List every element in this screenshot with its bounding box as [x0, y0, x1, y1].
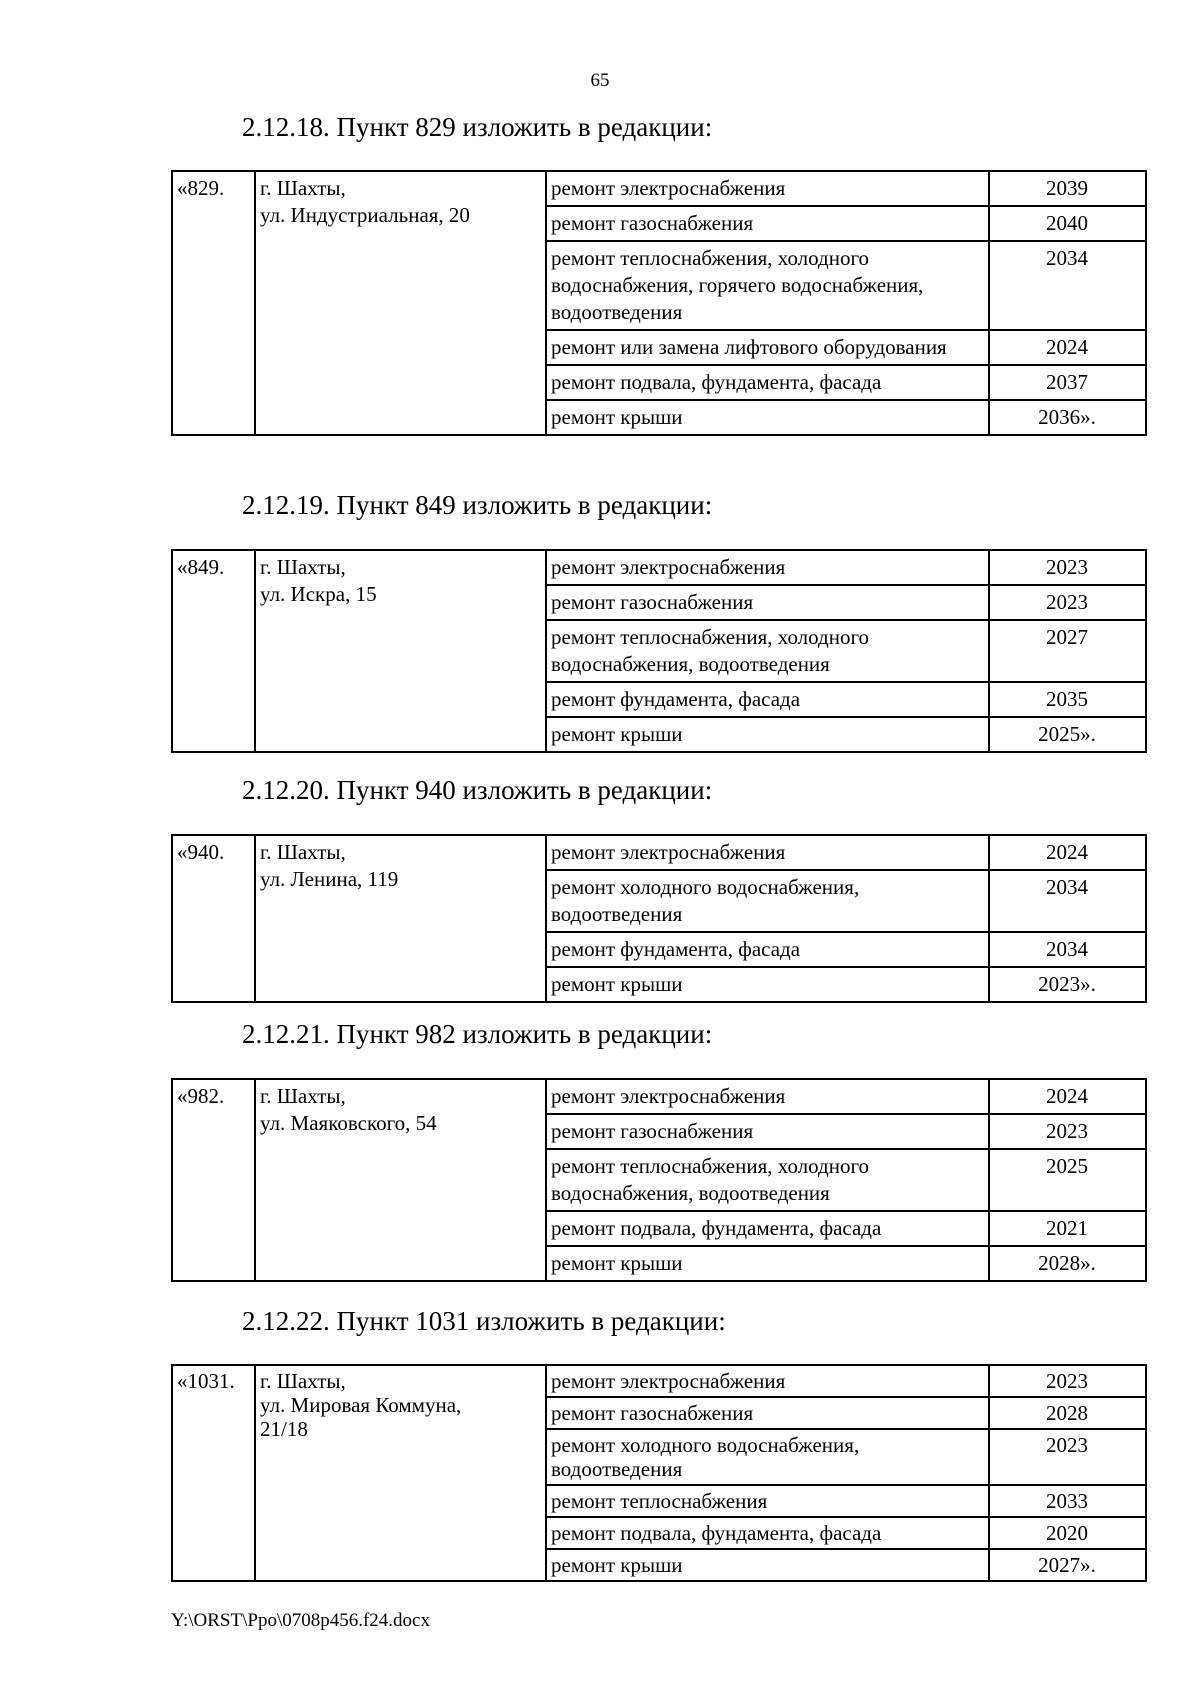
item-table: [171, 1078, 1147, 1282]
work-type: ремонт электроснабжения: [546, 550, 989, 585]
work-type: ремонт газоснабжения: [546, 1114, 989, 1149]
address-cell: [255, 171, 546, 435]
work-year: 2024: [989, 835, 1146, 870]
work-type: ремонт теплоснабжения, холодного водоснабжения, водоотведения: [546, 1149, 989, 1211]
work-type: ремонт электроснабжения: [546, 835, 989, 870]
table-row: [172, 835, 1146, 870]
work-type: ремонт крыши: [546, 967, 989, 1002]
address-cell: [255, 1079, 546, 1281]
work-year: 2034: [989, 932, 1146, 967]
work-year: 2039: [989, 171, 1146, 206]
work-year: 2024: [989, 1079, 1146, 1114]
table-row: [172, 171, 1146, 206]
work-year: 2028: [989, 1397, 1146, 1429]
section-heading: 2.12.19. Пункт 849 изложить в редакции:: [242, 490, 713, 520]
address-line: г. Шахты,: [260, 176, 346, 200]
address-line: г. Шахты,: [260, 555, 346, 579]
work-type: ремонт газоснабжения: [546, 206, 989, 241]
address-line: ул. Маяковского, 54: [260, 1111, 437, 1135]
section-heading: 2.12.22. Пункт 1031 изложить в редакции:: [242, 1306, 726, 1336]
work-type: ремонт крыши: [546, 1246, 989, 1281]
table-row: [172, 1365, 1146, 1397]
item-number: «982.: [172, 1079, 255, 1281]
address-cell: [255, 550, 546, 752]
item-table: [171, 834, 1147, 1003]
work-year: 2023: [989, 1114, 1146, 1149]
work-type: ремонт холодного водоснабжения, водоотведения: [546, 870, 989, 932]
work-type: ремонт холодного водоснабжения, водоотведения: [546, 1429, 989, 1485]
work-year: 2040: [989, 206, 1146, 241]
address-line: ул. Индустриальная, 20: [260, 203, 470, 227]
section-heading: 2.12.18. Пункт 829 изложить в редакции:: [242, 112, 713, 142]
work-type: ремонт или замена лифтового оборудования: [546, 330, 989, 365]
item-table: [171, 1364, 1147, 1582]
work-type: ремонт крыши: [546, 1549, 989, 1581]
work-type: ремонт электроснабжения: [546, 171, 989, 206]
work-year: 2035: [989, 682, 1146, 717]
page-number: 65: [590, 70, 610, 91]
file-path-footer: Y:\ORST\Ppo\0708p456.f24.docx: [171, 1610, 430, 1631]
item-number: «1031.: [172, 1365, 255, 1581]
work-year: 2023: [989, 1365, 1146, 1397]
section-heading: 2.12.21. Пункт 982 изложить в редакции:: [242, 1019, 713, 1049]
address-line: ул. Мировая Коммуна,: [260, 1393, 462, 1417]
work-year: 2033: [989, 1485, 1146, 1517]
work-year: 2034: [989, 870, 1146, 932]
work-type: ремонт газоснабжения: [546, 1397, 989, 1429]
work-type: ремонт теплоснабжения: [546, 1485, 989, 1517]
work-year: 2028».: [989, 1246, 1146, 1281]
work-type: ремонт электроснабжения: [546, 1365, 989, 1397]
work-type: ремонт фундамента, фасада: [546, 932, 989, 967]
work-year: 2023: [989, 585, 1146, 620]
work-year: 2024: [989, 330, 1146, 365]
work-type: ремонт крыши: [546, 717, 989, 752]
item-table: [171, 549, 1147, 753]
section-heading: 2.12.20. Пункт 940 изложить в редакции:: [242, 775, 713, 805]
work-year: 2027».: [989, 1549, 1146, 1581]
work-type: ремонт теплоснабжения, холодного водоснабжения, горячего водоснабжения, водоотведения: [546, 241, 989, 330]
work-year: 2034: [989, 241, 1146, 330]
work-type: ремонт крыши: [546, 400, 989, 435]
work-year: 2025».: [989, 717, 1146, 752]
address-line: 21/18: [260, 1417, 308, 1441]
address-line: г. Шахты,: [260, 1369, 346, 1393]
address-line: ул. Ленина, 119: [260, 867, 399, 891]
item-number: «829.: [172, 171, 255, 435]
work-year: 2021: [989, 1211, 1146, 1246]
work-year: 2037: [989, 365, 1146, 400]
item-number: «940.: [172, 835, 255, 1002]
item-table: [171, 170, 1147, 436]
table-row: [172, 550, 1146, 585]
work-type: ремонт электроснабжения: [546, 1079, 989, 1114]
work-type: ремонт теплоснабжения, холодного водоснабжения, водоотведения: [546, 620, 989, 682]
work-year: 2025: [989, 1149, 1146, 1211]
work-year: 2027: [989, 620, 1146, 682]
work-type: ремонт газоснабжения: [546, 585, 989, 620]
address-cell: [255, 1365, 546, 1581]
address-line: г. Шахты,: [260, 1084, 346, 1108]
work-type: ремонт подвала, фундамента, фасада: [546, 365, 989, 400]
table-row: [172, 1079, 1146, 1114]
work-year: 2020: [989, 1517, 1146, 1549]
work-type: ремонт подвала, фундамента, фасада: [546, 1211, 989, 1246]
address-line: ул. Искра, 15: [260, 582, 377, 606]
work-type: ремонт подвала, фундамента, фасада: [546, 1517, 989, 1549]
address-line: г. Шахты,: [260, 840, 346, 864]
work-year: 2023: [989, 1429, 1146, 1485]
item-number: «849.: [172, 550, 255, 752]
work-year: 2023».: [989, 967, 1146, 1002]
work-type: ремонт фундамента, фасада: [546, 682, 989, 717]
work-year: 2036».: [989, 400, 1146, 435]
address-cell: [255, 835, 546, 1002]
work-year: 2023: [989, 550, 1146, 585]
